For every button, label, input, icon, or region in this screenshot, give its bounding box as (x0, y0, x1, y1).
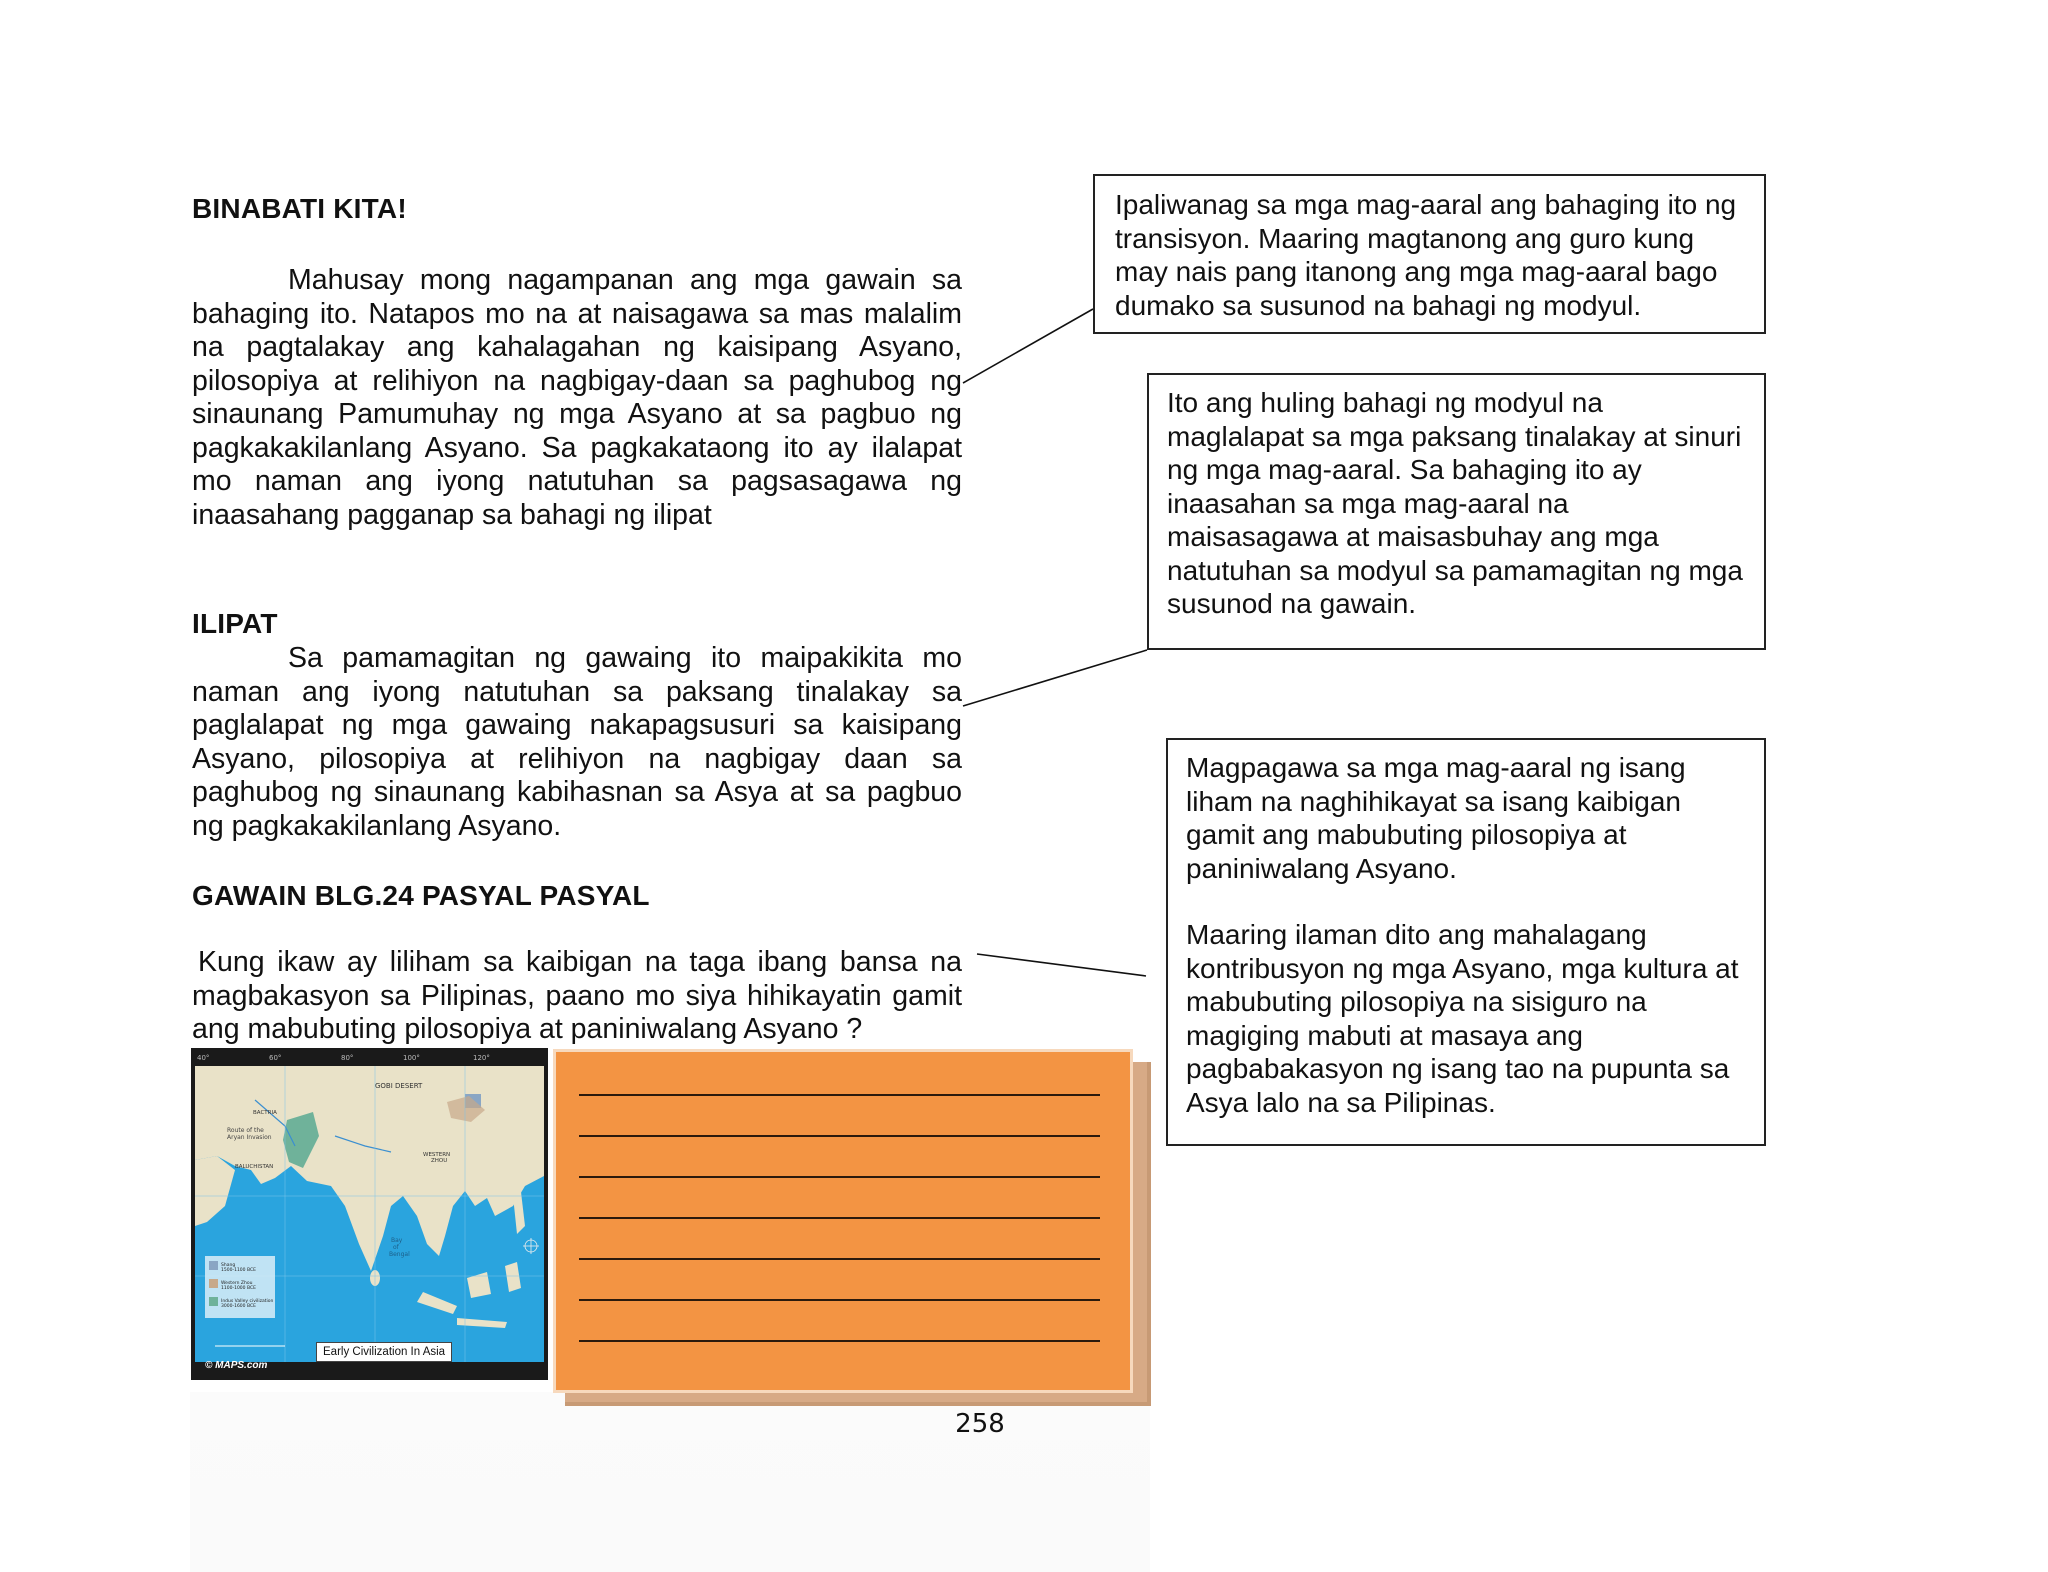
ilipat-heading: ILIPAT (192, 608, 278, 639)
note-gawain-text-1: Magpagawa sa mga mag-aaral ng isang liham na naghihikayat sa isang kaibigan gamit ang mabubuting pilosopiya at paniniwalang Asyano. (1186, 752, 1686, 884)
svg-text:BACTRIA: BACTRIA (253, 1110, 277, 1116)
svg-text:80°: 80° (341, 1054, 354, 1062)
writing-line (579, 1217, 1100, 1219)
svg-text:WESTERN: WESTERN (423, 1152, 451, 1158)
gawain-question: Kung ikaw ay liliham sa kaibigan na taga ibang bansa na magbakasyon sa Pilipinas, paano mo siya hihikayatin gamit ang mabubuting pilosopiya at paniniwalang Asyano ? (192, 946, 962, 1045)
ilipat-paragraph: Sa pamamagitan ng gawaing ito maipakikita mo naman ang iyong natutuhan sa paksang tinalakay sa paglalapat ng mga gawaing nakapagsusuri sa kaisipang Asyano, pilosopiya at relihiyon na nagbigay daan sa paghubog ng sinaunang kabihasnan sa Asya at sa pagbuo ng pagkakakilanlang Asyano. (192, 642, 962, 842)
map-logo: © MAPS.com (205, 1360, 268, 1371)
connector-line (977, 954, 1146, 976)
writing-line (579, 1094, 1100, 1096)
svg-text:100°: 100° (403, 1054, 420, 1062)
writing-line (579, 1258, 1100, 1260)
note-ilipat-text: Ito ang huling bahagi ng modyul na maglalapat sa mga paksang tinalakay at sinuri ng mga mag-aaral. Sa bahaging ito ay inaasahan sa mga mag-aaral na maisasagawa at maisasbuhay ang mga natutuhan sa modyul sa pamamagitan ng mga susunod na gawain. (1167, 387, 1743, 619)
map-artwork (195, 1066, 544, 1362)
connector-line (963, 650, 1147, 706)
teacher-note-ilipat (1147, 373, 1766, 650)
gawain-heading: GAWAIN BLG.24 PASYAL PASYAL (192, 880, 650, 911)
connector-line (963, 309, 1093, 383)
svg-text:Western Zhou: Western Zhou (221, 1281, 253, 1286)
page-number: 258 (955, 1409, 1005, 1439)
map-grid-labels (191, 1050, 548, 1064)
note-gawain-text-2: Maaring ilaman dito ang mahalagang kontribusyon ng mga Asyano, mga kultura at mabubuting pilosopiya na sisiguro na magiging mabuti at masaya ang pagbabakasyon ng isang tao na pupunta sa Asya lalo na sa Pilipinas. (1186, 919, 1739, 1118)
svg-text:GOBI DESERT: GOBI DESERT (375, 1082, 423, 1090)
teacher-note-gawain (1166, 738, 1766, 1146)
svg-text:120°: 120° (473, 1054, 490, 1062)
greeting-paragraph: Mahusay mong nagampanan ang mga gawain sa bahaging ito. Natapos mo na at naisagawa sa mas malalim na pagtalakay ang kahalagahan ng kaisipang Asyano, pilosopiya at relihiyon na nagbigay-daan sa paghubog ng sinaunang Pamumuhay ng mga Asyano at sa pagbuo ng pagkakakilanlang Asyano. Sa pagkakataong ito ay ilalapat mo naman ang iyong natutuhan sa pagsasagawa ng inaasahang pagganap sa bahagi ng ilipat (192, 264, 962, 531)
svg-text:Route of the: Route of the (227, 1127, 264, 1134)
writing-line (579, 1299, 1100, 1301)
writing-line (579, 1176, 1100, 1178)
svg-text:60°: 60° (269, 1054, 282, 1062)
svg-text:Shang: Shang (221, 1263, 236, 1268)
svg-text:Indus Valley civilization: Indus Valley civilization (221, 1299, 274, 1304)
svg-text:3000-1600 BCE: 3000-1600 BCE (221, 1304, 256, 1309)
svg-text:1500-1100 BCE: 1500-1100 BCE (221, 1268, 256, 1273)
svg-text:ZHOU: ZHOU (431, 1158, 448, 1164)
svg-text:1100-1000 BCE: 1100-1000 BCE (221, 1286, 256, 1291)
early-civilization-map (191, 1048, 548, 1380)
greeting-heading: BINABATI KITA! (192, 193, 407, 224)
note-transition-text: Ipaliwanag sa mga mag-aaral ang bahaging ito ng transisyon. Maaring magtanong ang guro kung may nais pang itanong ang mga mag-aaral bago dumako sa susunod na bahagi ng modyul. (1115, 189, 1737, 321)
writing-line (579, 1340, 1100, 1342)
svg-text:of: of (393, 1244, 399, 1251)
svg-text:Bengal: Bengal (389, 1251, 410, 1258)
map-title-label: Early Civilization In Asia (316, 1342, 452, 1362)
writing-card (553, 1049, 1133, 1393)
svg-text:40°: 40° (197, 1054, 210, 1062)
svg-text:Aryan Invasion: Aryan Invasion (227, 1134, 272, 1141)
svg-text:BALUCHISTAN: BALUCHISTAN (235, 1164, 274, 1170)
svg-text:Bay: Bay (391, 1237, 403, 1244)
teacher-note-transition (1093, 174, 1766, 334)
writing-line (579, 1135, 1100, 1137)
